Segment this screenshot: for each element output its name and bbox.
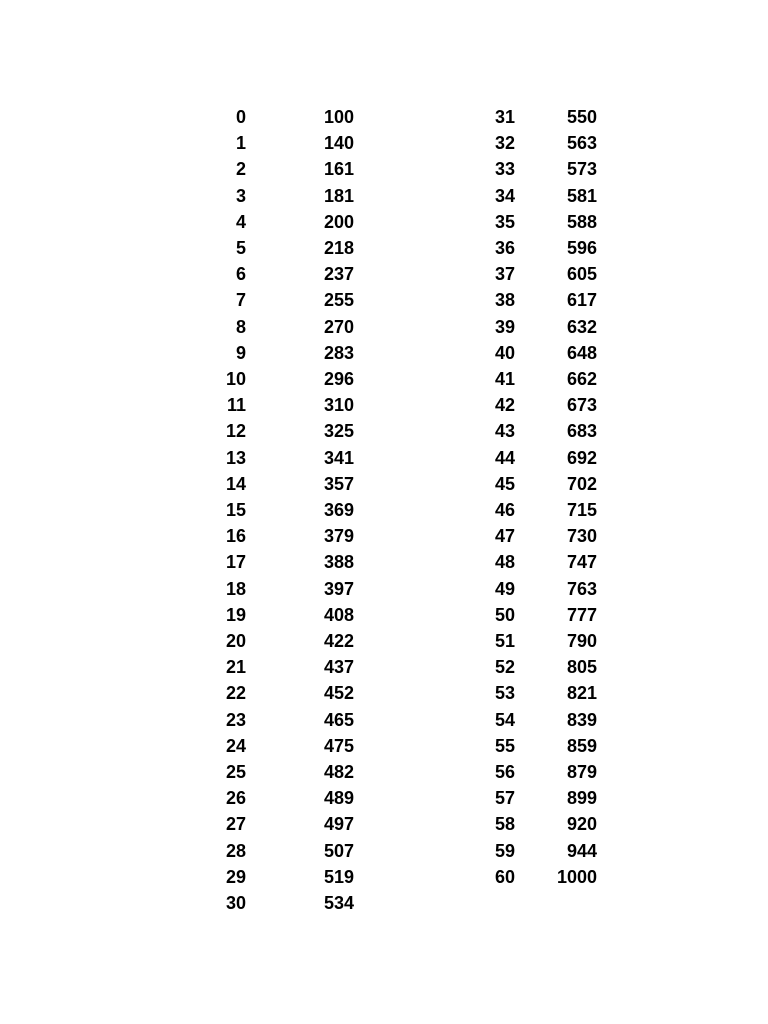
row-value: 369 xyxy=(323,500,354,520)
row-index: 21 xyxy=(225,657,246,678)
row-value: 550 xyxy=(566,107,597,127)
row-value: 497 xyxy=(323,814,354,835)
row-index: 9 xyxy=(235,342,246,363)
row-index: 59 xyxy=(494,840,515,861)
row-value: 507 xyxy=(323,840,354,861)
row-index: 18 xyxy=(225,578,246,599)
row-value: 296 xyxy=(323,369,354,389)
row-index: 40 xyxy=(494,342,515,363)
row-index: 22 xyxy=(225,683,246,704)
row-index: 56 xyxy=(494,762,515,782)
row-index: 7 xyxy=(235,290,246,311)
row-value: 777 xyxy=(566,604,597,625)
row-value: 648 xyxy=(566,342,597,363)
row-index: 51 xyxy=(494,631,515,651)
row-index: 45 xyxy=(494,473,515,494)
row-index: 13 xyxy=(225,447,246,468)
row-value: 805 xyxy=(566,657,597,678)
row-index: 48 xyxy=(494,552,515,573)
row-value: 408 xyxy=(323,604,354,625)
table-row xyxy=(0,209,768,235)
row-value: 325 xyxy=(323,421,354,442)
row-index: 10 xyxy=(225,369,246,389)
row-value: 422 xyxy=(323,631,354,651)
row-index: 39 xyxy=(494,316,515,337)
row-value: 944 xyxy=(566,840,597,861)
row-value: 161 xyxy=(323,159,354,180)
row-value: 662 xyxy=(566,369,597,389)
row-value: 255 xyxy=(323,290,354,311)
table-row xyxy=(0,287,768,313)
table-row xyxy=(0,576,768,602)
row-index: 54 xyxy=(494,709,515,730)
row-value: 310 xyxy=(323,395,354,416)
row-index: 23 xyxy=(225,709,246,730)
row-index: 36 xyxy=(494,238,515,258)
row-value: 588 xyxy=(566,211,597,232)
row-value: 534 xyxy=(323,893,354,913)
table-row xyxy=(0,497,768,523)
table-row xyxy=(0,418,768,444)
table-row xyxy=(0,864,768,890)
row-value: 673 xyxy=(566,395,597,416)
row-value: 283 xyxy=(323,342,354,363)
row-value: 920 xyxy=(566,814,597,835)
row-value: 218 xyxy=(323,238,354,258)
table-row xyxy=(0,733,768,759)
row-value: 519 xyxy=(323,866,354,887)
row-value: 563 xyxy=(566,133,597,154)
table-row xyxy=(0,785,768,811)
row-value: 270 xyxy=(323,316,354,337)
row-index: 14 xyxy=(225,473,246,494)
table-row xyxy=(0,759,768,785)
row-index: 1 xyxy=(235,133,246,154)
row-value: 140 xyxy=(323,133,354,154)
table-row xyxy=(0,811,768,837)
row-value: 839 xyxy=(566,709,597,730)
row-value: 475 xyxy=(323,735,354,756)
table-row xyxy=(0,314,768,340)
row-index: 31 xyxy=(494,107,515,127)
row-index: 52 xyxy=(494,657,515,678)
row-value: 683 xyxy=(566,421,597,442)
table-row xyxy=(0,130,768,156)
table-row xyxy=(0,628,768,654)
table-row xyxy=(0,523,768,549)
row-value: 100 xyxy=(323,107,354,127)
row-value: 879 xyxy=(566,762,597,782)
row-value: 763 xyxy=(566,578,597,599)
row-index: 29 xyxy=(225,866,246,887)
row-index: 55 xyxy=(494,735,515,756)
table-row xyxy=(0,890,768,916)
row-value: 200 xyxy=(323,211,354,232)
row-value: 489 xyxy=(323,788,354,809)
row-value: 790 xyxy=(566,631,597,651)
row-index: 27 xyxy=(225,814,246,835)
row-value: 632 xyxy=(566,316,597,337)
row-value: 581 xyxy=(566,185,597,206)
row-value: 357 xyxy=(323,473,354,494)
row-index: 4 xyxy=(235,211,246,232)
table-row xyxy=(0,471,768,497)
row-index: 38 xyxy=(494,290,515,311)
row-value: 692 xyxy=(566,447,597,468)
row-index: 58 xyxy=(494,814,515,835)
row-value: 573 xyxy=(566,159,597,180)
table-row xyxy=(0,261,768,287)
row-value: 596 xyxy=(566,238,597,258)
row-index: 60 xyxy=(494,866,515,887)
row-value: 715 xyxy=(566,500,597,520)
table-row xyxy=(0,838,768,864)
row-index: 15 xyxy=(225,500,246,520)
row-index: 0 xyxy=(235,107,246,127)
row-index: 20 xyxy=(225,631,246,651)
row-value: 388 xyxy=(323,552,354,573)
row-value: 617 xyxy=(566,290,597,311)
row-index: 5 xyxy=(235,238,246,258)
row-value: 859 xyxy=(566,735,597,756)
row-index: 19 xyxy=(225,604,246,625)
table-row xyxy=(0,366,768,392)
row-value: 437 xyxy=(323,657,354,678)
row-index: 34 xyxy=(494,185,515,206)
row-index: 42 xyxy=(494,395,515,416)
table-row xyxy=(0,104,768,130)
row-index: 46 xyxy=(494,500,515,520)
row-index: 33 xyxy=(494,159,515,180)
row-index: 16 xyxy=(225,526,246,547)
row-value: 482 xyxy=(323,762,354,782)
row-index: 37 xyxy=(494,264,515,285)
row-index: 50 xyxy=(494,604,515,625)
row-index: 57 xyxy=(494,788,515,809)
table-row xyxy=(0,445,768,471)
row-index: 47 xyxy=(494,526,515,547)
row-index: 26 xyxy=(225,788,246,809)
row-index: 49 xyxy=(494,578,515,599)
table-row xyxy=(0,340,768,366)
row-value: 1000 xyxy=(556,866,597,887)
row-index: 41 xyxy=(494,369,515,389)
row-index: 25 xyxy=(225,762,246,782)
table-row xyxy=(0,183,768,209)
table-row xyxy=(0,235,768,261)
table-row xyxy=(0,654,768,680)
row-index: 12 xyxy=(225,421,246,442)
table-row xyxy=(0,392,768,418)
row-value: 452 xyxy=(323,683,354,704)
row-value: 237 xyxy=(323,264,354,285)
row-index: 8 xyxy=(235,316,246,337)
table-row xyxy=(0,602,768,628)
row-index: 2 xyxy=(235,159,246,180)
row-index: 28 xyxy=(225,840,246,861)
row-value: 605 xyxy=(566,264,597,285)
row-value: 821 xyxy=(566,683,597,704)
row-index: 43 xyxy=(494,421,515,442)
row-index: 6 xyxy=(235,264,246,285)
row-value: 181 xyxy=(323,185,354,206)
row-value: 899 xyxy=(566,788,597,809)
row-index: 32 xyxy=(494,133,515,154)
row-index: 30 xyxy=(225,893,246,913)
row-index: 53 xyxy=(494,683,515,704)
table-row xyxy=(0,707,768,733)
row-value: 730 xyxy=(566,526,597,547)
table-row xyxy=(0,549,768,575)
row-value: 747 xyxy=(566,552,597,573)
table-row xyxy=(0,680,768,706)
table-row xyxy=(0,156,768,182)
row-value: 465 xyxy=(323,709,354,730)
row-index: 3 xyxy=(235,185,246,206)
row-index: 44 xyxy=(494,447,515,468)
row-index: 11 xyxy=(226,395,246,416)
row-index: 17 xyxy=(225,552,246,573)
row-index: 24 xyxy=(225,735,246,756)
row-index: 35 xyxy=(494,211,515,232)
row-value: 341 xyxy=(323,447,354,468)
row-value: 379 xyxy=(323,526,354,547)
row-value: 397 xyxy=(323,578,354,599)
row-value: 702 xyxy=(566,473,597,494)
